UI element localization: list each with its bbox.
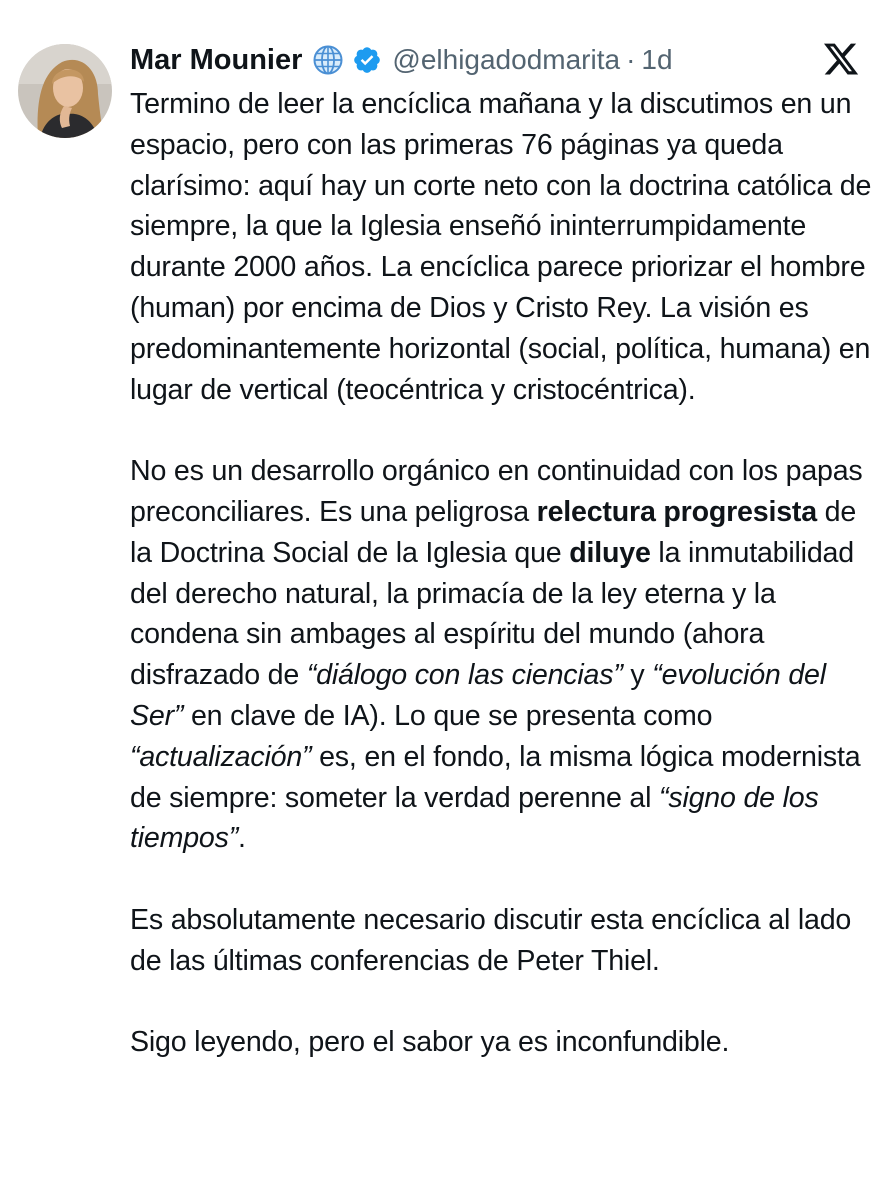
italic-text: “evolución del Ser” [130,659,826,732]
tweet-paragraph [130,451,875,859]
verified-badge-icon[interactable] [352,45,382,75]
tweet-header [130,38,673,82]
text-run: No es un desarrollo orgánico en continuidad con los papas preconciliares. Es una peligrosa [130,455,863,528]
text-run: de la Doctrina Social de la Iglesia que [130,495,857,569]
italic-text: “actualización” [130,740,312,773]
italic-text: “signo de los tiempos” [130,781,819,855]
tweet-paragraph [130,84,875,410]
tweet-paragraph [130,1022,875,1063]
italic-text: “diálogo con las ciencias” [306,659,623,692]
text-run: Termino de leer la encíclica mañana y la discutimos en un espacio, pero con las primeras 76 páginas ya queda clarísimo: aquí hay un corte neto con la doctrina católica de siempre, la que la Iglesia enseñó ininterrumpidamente durante 2000 años. La encíclica parece priorizar el hombre (human) por encima de Dios y Cristo Rey. La visión es predominantemente horizontal (social, política, humana) en lugar de vertical (teocéntrica y cristocéntrica). [130,88,872,406]
text-run: y [622,659,653,692]
tweet-text [130,84,875,1104]
timestamp[interactable]: 1d [641,44,673,75]
text-run: Es absolutamente necesario discutir esta encíclica al lado de las últimas conferencias de Peter Thiel. [130,903,852,977]
text-run: Sigo leyendo, pero el sabor ya es inconfundible. [130,1026,730,1059]
globe-icon [312,44,344,76]
separator-dot: · [626,44,636,75]
text-run: . [238,822,246,855]
text-run: en clave de IA). Lo que se presenta como [183,699,713,732]
text-run: es, en el fondo, la misma lógica modernista de siempre: someter la verdad perenne al [130,740,861,814]
tweet-paragraph [130,900,875,982]
bold-text: relectura progresista [536,495,817,528]
handle[interactable]: @elhigadodmarita [392,44,621,75]
text-run: la inmutabilidad del derecho natural, la primacía de la ley eterna y la condena sin ambages al espíritu del mundo (ahora disfrazado de [130,536,854,692]
avatar[interactable] [18,44,112,138]
x-logo-icon[interactable] [822,40,860,78]
display-name[interactable]: Mar Mounier [130,43,303,76]
bold-text: diluye [569,536,651,569]
